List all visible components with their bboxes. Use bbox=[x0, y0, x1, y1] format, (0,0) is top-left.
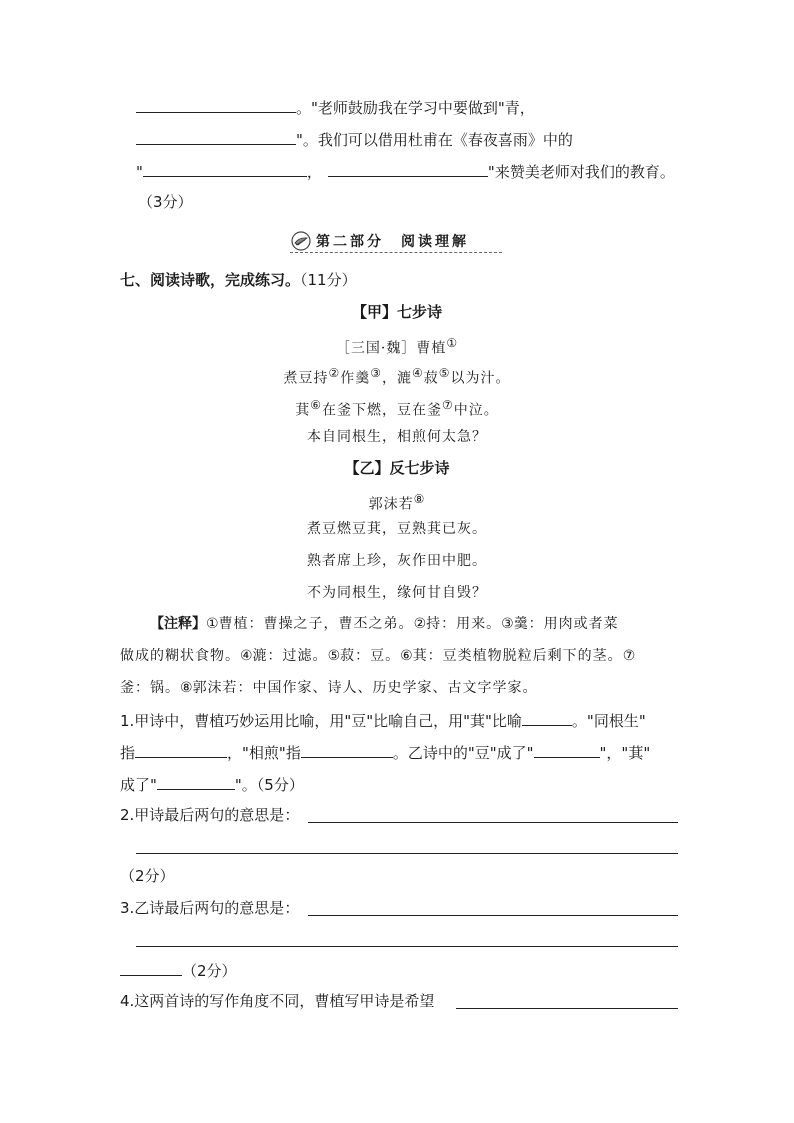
text: "来赞美老师对我们的教育。 bbox=[487, 163, 675, 181]
poem-a-title: 【甲】七步诗 bbox=[351, 303, 442, 321]
text: " bbox=[136, 163, 143, 181]
section-title: 第二部分 阅读理解 bbox=[316, 234, 469, 250]
poem-b-title: 【乙】反七步诗 bbox=[344, 459, 450, 477]
poem-text: 菽 bbox=[423, 370, 439, 387]
text: "。我们可以借用杜甫在《春夜喜雨》中的 bbox=[296, 131, 573, 149]
poem-b-line-1: 煮豆燃豆萁，豆熟萁已灰。 bbox=[307, 521, 487, 537]
note-text: 漉：过滤。 bbox=[252, 648, 328, 664]
question-text: 成了" bbox=[120, 776, 157, 794]
fill-line-2 bbox=[136, 128, 573, 150]
note-text: 郭沫若：中国作家、诗人、历史学家、古文字学家。 bbox=[192, 680, 538, 696]
score-text: （3分） bbox=[138, 193, 193, 211]
question-text: ，"相煎"指 bbox=[227, 744, 301, 762]
note-number: ① bbox=[206, 616, 219, 632]
notes-label: 【注释】 bbox=[150, 616, 206, 632]
note-marker: ① bbox=[446, 336, 459, 350]
poem-a-line-3: 本自同根生，相煎何太急？ bbox=[307, 429, 487, 445]
question-text: 1.甲诗中，曹植巧妙运用比喻，用"豆"比喻自己，用"萁"比喻 bbox=[120, 712, 522, 730]
poem-a-author bbox=[0, 333, 794, 359]
answer-blank[interactable] bbox=[143, 160, 307, 177]
answer-blank[interactable] bbox=[120, 959, 182, 976]
question-1-line-3 bbox=[120, 773, 304, 795]
note-number: ⑤ bbox=[327, 648, 341, 664]
poem-a-line-2 bbox=[0, 395, 794, 421]
book-icon bbox=[290, 231, 312, 251]
text: ， bbox=[306, 163, 322, 181]
question-score: （11分） bbox=[300, 271, 357, 289]
note-marker: ⑧ bbox=[413, 492, 426, 506]
question-text: 。"同根生" bbox=[571, 712, 646, 730]
answer-blank[interactable] bbox=[136, 128, 296, 145]
poem-text: 以为汁。 bbox=[450, 370, 511, 387]
question-3-text: 3.乙诗最后两句的意思是： bbox=[120, 899, 300, 917]
question-text: 。乙诗中的"豆"成了" bbox=[392, 744, 534, 762]
question-title: 七、阅读诗歌，完成练习。 bbox=[120, 271, 301, 289]
notes-row-1 bbox=[150, 614, 619, 634]
note-marker: ⑤ bbox=[438, 366, 451, 380]
answer-blank[interactable] bbox=[328, 160, 488, 177]
author-text: ［三国·魏］曹植 bbox=[335, 340, 447, 357]
question-score: （2分） bbox=[182, 962, 237, 980]
note-text: 釜：锅。 bbox=[120, 680, 180, 696]
poem-text: ，漉 bbox=[382, 370, 412, 387]
author-text: 郭沫若 bbox=[368, 496, 414, 513]
note-marker: ③ bbox=[370, 366, 382, 380]
poem-a-line-1 bbox=[0, 363, 794, 389]
poem-b-line-2: 熟者席上珍，灰作田中肥。 bbox=[307, 553, 487, 569]
answer-blank[interactable] bbox=[301, 741, 393, 758]
note-text: 羹：用肉或者菜 bbox=[513, 616, 619, 632]
note-marker: ⑦ bbox=[442, 398, 454, 412]
section-banner bbox=[290, 230, 502, 253]
fill-line-3 bbox=[136, 160, 675, 182]
poem-text: 作羹 bbox=[340, 370, 371, 387]
note-marker: ⑥ bbox=[310, 398, 322, 412]
note-number: ③ bbox=[501, 616, 514, 632]
question-text: 指 bbox=[120, 744, 136, 762]
note-text: 做成的糊状食物。 bbox=[120, 648, 240, 664]
note-text: 萁：豆类植物脱粒后剩下的茎。 bbox=[412, 648, 623, 664]
fill-line-1 bbox=[136, 96, 535, 118]
answer-blank[interactable] bbox=[522, 709, 572, 726]
answer-blank[interactable] bbox=[157, 773, 235, 790]
question-text: "，"萁" bbox=[599, 744, 651, 762]
answer-line[interactable] bbox=[308, 915, 678, 916]
poem-text: 煮豆持 bbox=[283, 370, 329, 387]
note-text: 曹植：曹操之子，曹丕之弟。 bbox=[218, 616, 414, 632]
note-number: ⑥ bbox=[400, 648, 413, 664]
notes-row-3 bbox=[120, 678, 538, 698]
note-text: 持：用来。 bbox=[426, 616, 502, 632]
question-1-line-2 bbox=[120, 741, 650, 763]
note-number: ⑧ bbox=[180, 680, 193, 696]
poem-b-author bbox=[0, 489, 794, 515]
answer-line[interactable] bbox=[456, 1008, 678, 1009]
notes-row-2 bbox=[120, 646, 635, 666]
question-2-score: （2分） bbox=[120, 867, 175, 885]
answer-blank[interactable] bbox=[135, 741, 227, 758]
question-7-heading bbox=[120, 270, 357, 290]
answer-blank[interactable] bbox=[534, 741, 600, 758]
text: 。"老师鼓励我在学习中要做到"青， bbox=[296, 99, 535, 117]
note-number: ② bbox=[413, 616, 427, 632]
answer-line[interactable] bbox=[136, 946, 678, 947]
note-marker: ② bbox=[328, 366, 341, 380]
answer-line[interactable] bbox=[308, 822, 678, 823]
poem-text: 萁 bbox=[295, 402, 311, 419]
note-number: ④ bbox=[240, 648, 253, 664]
question-2-text: 2.甲诗最后两句的意思是： bbox=[120, 806, 300, 824]
note-marker: ④ bbox=[412, 366, 424, 380]
question-text: "。（5分） bbox=[234, 776, 304, 794]
question-1-line-1 bbox=[120, 709, 646, 731]
answer-blank[interactable] bbox=[136, 96, 296, 113]
question-3-answer-end bbox=[120, 959, 237, 981]
poem-text: 在釜下燃，豆在釜 bbox=[322, 402, 442, 419]
question-4-text: 4.这两首诗的写作角度不同，曹植写甲诗是希望 bbox=[120, 992, 435, 1010]
poem-b-line-3: 不为同根生，缘何甘自毁？ bbox=[307, 585, 487, 601]
note-text: 菽：豆。 bbox=[340, 648, 401, 664]
answer-line[interactable] bbox=[136, 853, 678, 854]
note-number: ⑦ bbox=[622, 648, 636, 664]
poem-text: 中泣。 bbox=[453, 402, 499, 419]
